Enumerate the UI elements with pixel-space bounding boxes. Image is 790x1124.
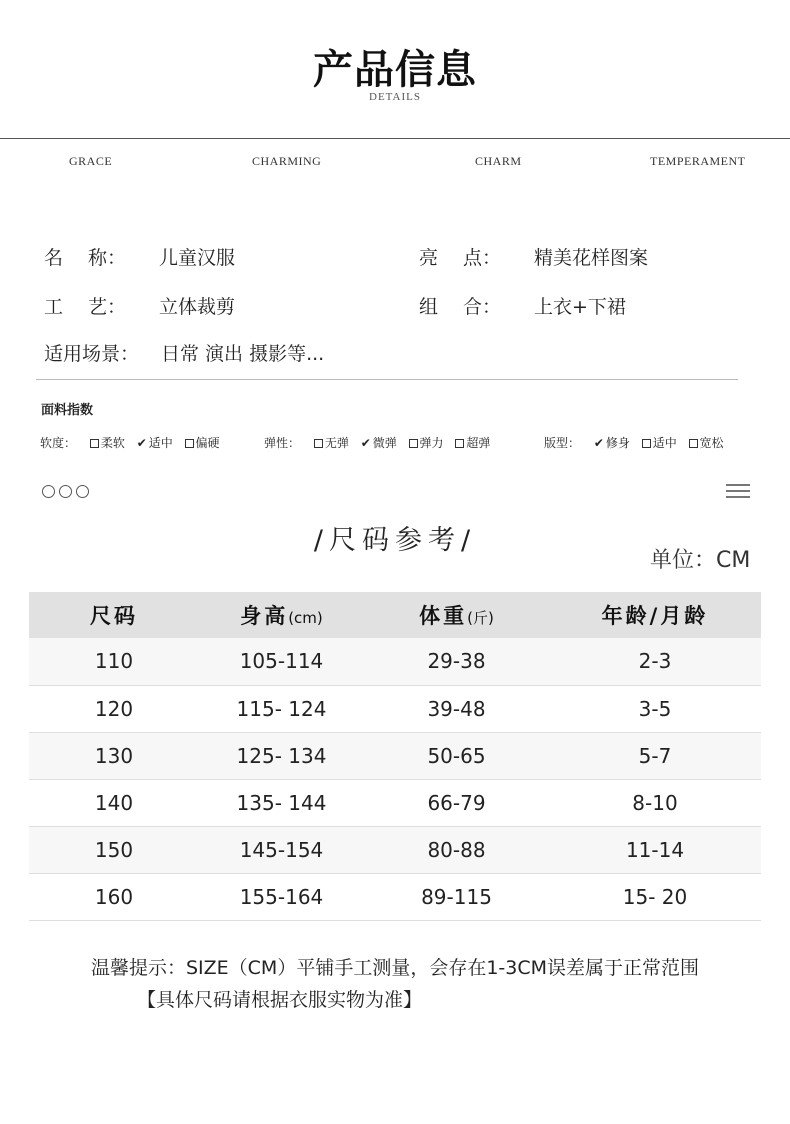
header-weight: 体重(斤) <box>364 592 549 638</box>
unchecked-box-icon <box>409 439 418 448</box>
table-row <box>29 779 761 826</box>
size-chart-unit: 单位：CM <box>650 548 751 573</box>
elasticity-option-none: 无弹 <box>314 436 349 450</box>
cell-size: 130 <box>29 732 199 779</box>
cell-size: 140 <box>29 779 199 826</box>
cell-age: 5-7 <box>549 732 761 779</box>
unchecked-box-icon <box>90 439 99 448</box>
info-highlight <box>419 243 648 270</box>
table-row <box>29 638 761 685</box>
fit-option-regular: 适中 <box>642 436 677 450</box>
info-divider <box>36 379 738 380</box>
elasticity-row <box>264 434 498 451</box>
checkmark-icon: ✔ <box>360 436 371 450</box>
info-name-label: 名 称： <box>44 247 127 269</box>
fit-option-slim: ✔ 修身 <box>593 436 630 450</box>
info-scene-label: 适用场景： <box>44 343 140 365</box>
unchecked-box-icon <box>455 439 464 448</box>
info-craft-label: 工 艺： <box>44 296 127 318</box>
table-row <box>29 826 761 873</box>
table-row <box>29 732 761 779</box>
header-height: 身高(cm) <box>199 592 364 638</box>
cell-height: 155-164 <box>199 873 364 920</box>
elasticity-option-slight: ✔ 微弹 <box>360 436 397 450</box>
circle-icon <box>76 485 89 498</box>
cell-size: 120 <box>29 685 199 732</box>
softness-option-soft: 柔软 <box>90 436 125 450</box>
hamburger-menu-icon <box>726 484 750 502</box>
size-chart-table <box>29 592 761 921</box>
cell-weight: 50-65 <box>364 732 549 779</box>
info-highlight-label: 亮 点： <box>419 247 502 269</box>
info-name-value: 儿童汉服 <box>159 247 236 269</box>
circle-icon <box>59 485 72 498</box>
cell-height: 145-154 <box>199 826 364 873</box>
header-age: 年龄/月龄 <box>549 592 761 638</box>
info-combo-value: 上衣+下裙 <box>534 296 626 318</box>
softness-option-medium: ✔ 适中 <box>136 436 173 450</box>
fit-option-loose: 宽松 <box>689 436 724 450</box>
cell-age: 2-3 <box>549 638 761 685</box>
table-row <box>29 873 761 920</box>
info-combo <box>419 292 626 319</box>
cell-height: 125- 134 <box>199 732 364 779</box>
info-craft <box>44 292 235 319</box>
size-reference-note: 【具体尺码请根据衣服实物为准】 <box>137 989 423 1011</box>
size-chart-title: /尺码参考/ <box>313 525 477 556</box>
cell-height: 135- 144 <box>199 779 364 826</box>
info-combo-label: 组 合： <box>419 296 502 318</box>
cell-size: 110 <box>29 638 199 685</box>
cell-age: 11-14 <box>549 826 761 873</box>
cell-age: 3-5 <box>549 685 761 732</box>
keyword-grace: GRACE <box>69 154 113 168</box>
cell-weight: 80-88 <box>364 826 549 873</box>
three-circles-icon <box>42 485 89 498</box>
measurement-tip: 温馨提示：SIZE（CM）平铺手工测量，会存在1-3CM误差属于正常范围 <box>90 957 700 979</box>
page-title: 产品信息 <box>313 47 477 93</box>
unchecked-box-icon <box>314 439 323 448</box>
elasticity-option-stretch: 弹力 <box>409 436 444 450</box>
cell-height: 115- 124 <box>199 685 364 732</box>
top-divider <box>0 138 790 139</box>
cell-weight: 29-38 <box>364 638 549 685</box>
fit-row <box>544 434 732 451</box>
fabric-index-title: 面料指数 <box>41 403 94 418</box>
checkmark-icon: ✔ <box>593 436 604 450</box>
info-scene-value: 日常 演出 摄影等... <box>161 343 325 365</box>
cell-size: 160 <box>29 873 199 920</box>
softness-row <box>40 434 228 451</box>
info-highlight-value: 精美花样图案 <box>534 247 649 269</box>
header-size: 尺码 <box>29 592 199 638</box>
info-name <box>44 243 235 270</box>
cell-height: 105-114 <box>199 638 364 685</box>
elasticity-option-super: 超弹 <box>455 436 490 450</box>
table-header-row <box>29 592 761 638</box>
softness-label: 软度： <box>40 436 77 450</box>
cell-weight: 89-115 <box>364 873 549 920</box>
keyword-charm: CHARM <box>475 154 522 168</box>
keyword-charming: CHARMING <box>252 154 322 168</box>
unchecked-box-icon <box>642 439 651 448</box>
table-row <box>29 685 761 732</box>
unchecked-box-icon <box>689 439 698 448</box>
fit-label: 版型： <box>544 436 581 450</box>
cell-age: 8-10 <box>549 779 761 826</box>
checkmark-icon: ✔ <box>136 436 147 450</box>
cell-age: 15- 20 <box>549 873 761 920</box>
softness-option-hard: 偏硬 <box>185 436 220 450</box>
circle-icon <box>42 485 55 498</box>
unchecked-box-icon <box>185 439 194 448</box>
elasticity-label: 弹性： <box>264 436 301 450</box>
cell-size: 150 <box>29 826 199 873</box>
page-subtitle: DETAILS <box>369 91 421 103</box>
cell-weight: 66-79 <box>364 779 549 826</box>
keyword-temperament: TEMPERAMENT <box>650 154 746 168</box>
info-scene <box>44 339 324 366</box>
cell-weight: 39-48 <box>364 685 549 732</box>
info-craft-value: 立体裁剪 <box>159 296 236 318</box>
